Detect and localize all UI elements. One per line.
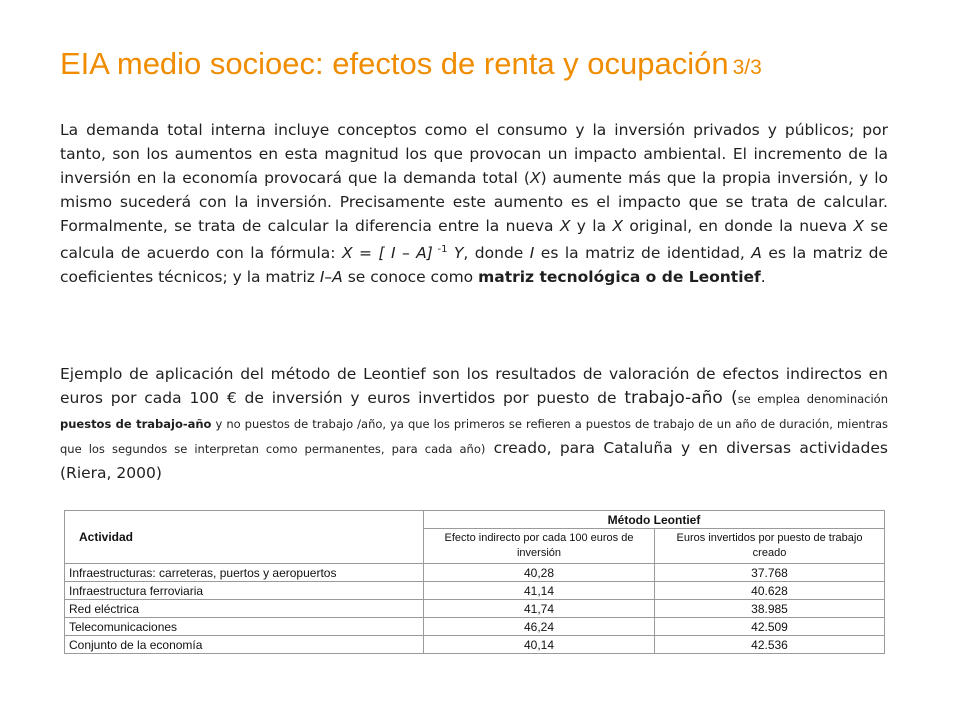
page-title [60,46,762,82]
p1-var-ia: I–A [319,268,343,287]
cell-indirect-effect: 46,24 [424,618,655,636]
title-text: EIA medio socioec: efectos de renta y ocupación [60,46,729,81]
cell-activity: Infraestructura ferroviaria [65,582,424,600]
p2-text-2: creado, para Cataluña y en diversas actividades (Riera, 2000) [60,439,888,482]
page-indicator: 3/3 [732,56,762,79]
p1-text-5: se calcula de acuerdo con la fórmula: [60,217,888,263]
table-row [65,636,885,654]
cell-euros-per-job: 38.985 [655,600,885,618]
p1-bold-term: matriz tecnológica o de Leontief [478,268,761,287]
paragraph-leontief-intro [60,118,888,289]
formula-exponent: -1 [432,244,448,255]
p1-var-i: I [529,244,535,263]
p1-text-4: original, en donde la nueva [623,217,854,235]
p1-text-6: , donde [463,244,530,263]
cell-indirect-effect: 40,28 [424,564,655,582]
p2-big-text: trabajo-año ( [624,388,738,408]
cell-indirect-effect: 40,14 [424,636,655,654]
p1-end: . [760,268,766,287]
table-row [65,600,885,618]
cell-indirect-effect: 41,14 [424,582,655,600]
leontief-results-table [64,510,885,654]
p1-text-3: y la [570,217,613,235]
header-indirect-effect: Efecto indirecto por cada 100 euros de inversión [424,529,655,564]
cell-activity: Red eléctrica [65,600,424,618]
table-row [65,564,885,582]
header-activity: Actividad [65,511,424,564]
p1-var-x-3: X [612,217,624,235]
cell-activity: Telecomunicaciones [65,618,424,636]
p1-var-x-2: X [559,217,571,235]
table-row [65,582,885,600]
paragraph-leontief-example [60,362,888,485]
p2-small-text-1: se emplea denominación [737,392,889,406]
p2-small-text-2: y no puestos de trabajo /año, ya que los primeros se refieren a puestos de trabajo de un año de duración, mientras que los segundos se interpretan como permanentes, para cada año) [60,417,888,456]
cell-activity: Conjunto de la economía [65,636,424,654]
p1-text-8: es la matriz de coeficientes técnicos; y la matriz [60,244,888,287]
cell-euros-per-job: 37.768 [655,564,885,582]
header-euros-per-job: Euros invertidos por puesto de trabajo creado [655,529,885,564]
cell-activity: Infraestructuras: carreteras, puertos y aeropuertos [65,564,424,582]
p1-text-9: se conoce como [342,268,479,287]
p2-small-bold: puestos de trabajo-año [60,417,212,431]
p1-text-7: es la matriz de identidad, [534,244,752,263]
table-row [65,618,885,636]
p1-text-1: La demanda total interna incluye conceptos como el consumo y la inversión privados y públicos; por tanto, son los aumentos en esta magnitud los que provocan un impacto ambiental. El incremento de la inversión en la economía provocará que la demanda total ( [60,121,888,187]
header-method-group: Método Leontief [424,511,885,529]
p1-var-x-1: X [529,169,541,187]
p1-var-x-4: X [853,217,865,235]
p1-text-2: ) aumente más que la propia inversión, y lo mismo sucederá con la inversión. Precisamente este aumento es el impacto que se trata de calcular. Formalmente, se trata de calcular la diferencia entre la nueva [60,169,888,235]
cell-euros-per-job: 42.509 [655,618,885,636]
cell-indirect-effect: 41,74 [424,600,655,618]
cell-euros-per-job: 40.628 [655,582,885,600]
cell-euros-per-job: 42.536 [655,636,885,654]
p2-text-1: Ejemplo de aplicación del método de Leontief son los resultados de valoración de efectos indirectos en euros por cada 100 € de inversión y euros invertidos por puesto de [60,365,888,407]
formula-part-a: X = [ I – A] [341,244,433,263]
formula-part-b: Y [447,244,464,263]
p1-var-a: A [751,244,762,263]
